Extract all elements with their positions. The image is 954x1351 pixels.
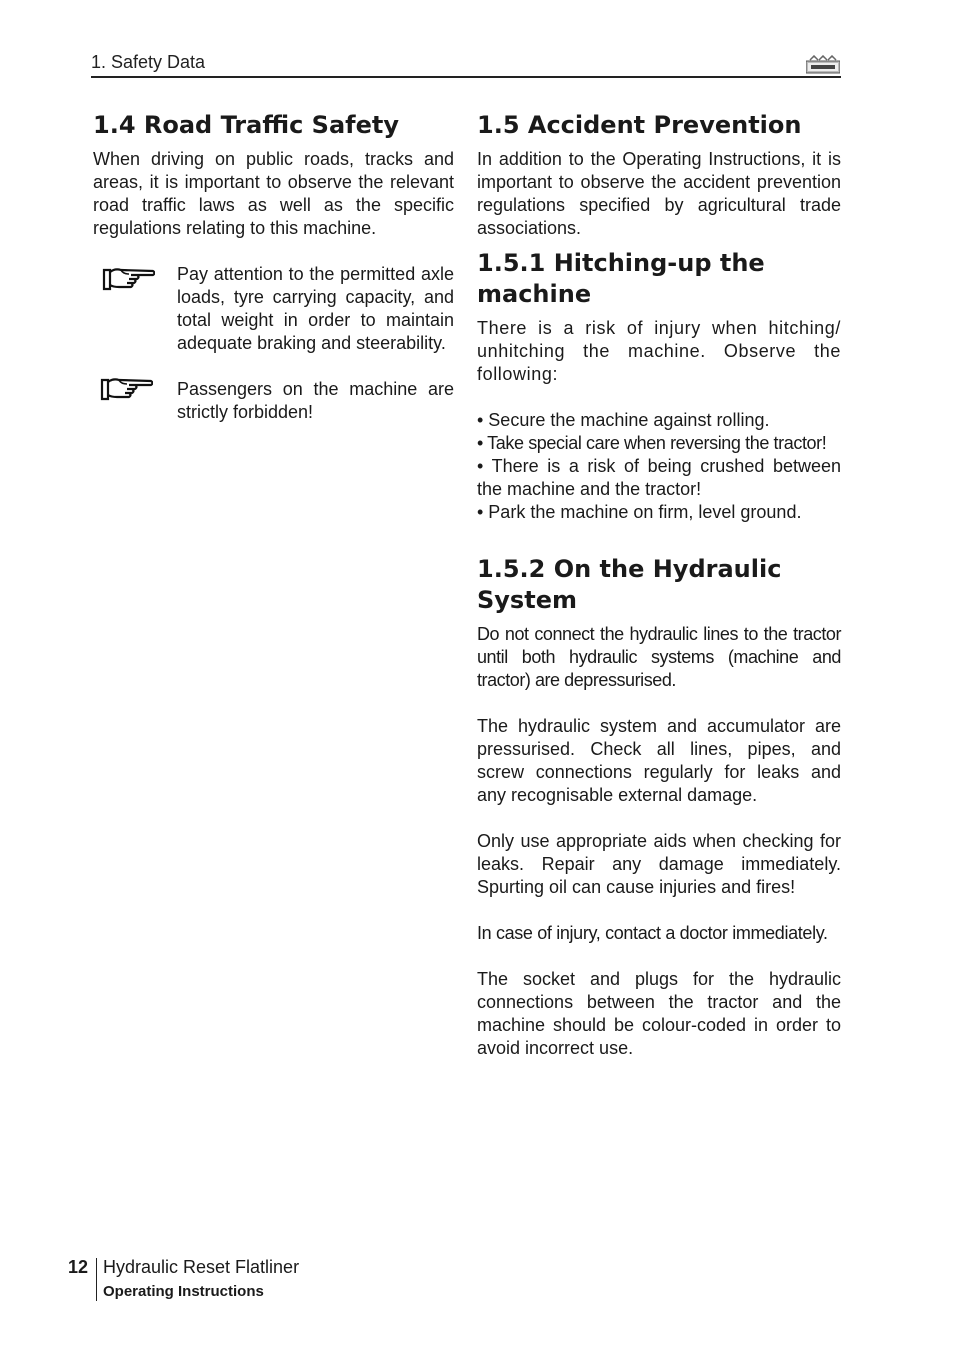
note-block	[93, 263, 454, 355]
section-paragraph: Only use appropriate aids when checking for leaks. Repair any damage immediately. Spurting oil can cause injuries and fires!	[477, 831, 841, 897]
section-heading: 1.4 Road Traffic Safety	[93, 111, 399, 139]
subsection-heading: 1.5.2 On the Hydraulic System	[477, 555, 782, 614]
note-text: Passengers on the machine are strictly forbidden!	[177, 379, 454, 422]
footer-divider	[96, 1258, 97, 1301]
subsection-heading: 1.5.1 Hitching-up the machine	[477, 249, 765, 308]
section-paragraph: Do not connect the hydraulic lines to the tractor until both hydraulic systems (machine and tractor) are depressurised.	[477, 624, 841, 690]
intro-paragraph: When driving on public roads, tracks and areas, it is important to observe the relevant road traffic laws as well as the specific regulations relating to this machine.	[93, 149, 454, 238]
list-item: • Take special care when reversing the tractor!	[477, 433, 827, 453]
section-paragraph: In case of injury, contact a doctor immediately.	[477, 923, 828, 943]
list-item: • Secure the machine against rolling.	[477, 410, 770, 430]
right-column	[477, 108, 841, 1060]
pointing-hand-icon	[101, 265, 155, 291]
simba-logo-icon	[806, 55, 840, 75]
section-paragraph: In addition to the Operating Instructions, it is important to observe the accident prevention regulations specified by agricultural trade associations.	[477, 149, 841, 238]
section-paragraph: There is a risk of injury when hitching/ unhitching the machine. Observe the following:	[477, 318, 841, 384]
bullet-list	[477, 409, 841, 524]
list-item: • Park the machine on firm, level ground.	[477, 502, 802, 522]
document-subtitle: Operating Instructions	[103, 1283, 264, 1300]
section-paragraph: The socket and plugs for the hydraulic connections between the tractor and the machine should be colour-coded in order to avoid incorrect use.	[477, 969, 841, 1058]
header-rule	[91, 76, 841, 78]
note-text: Pay attention to the permitted axle loads, tyre carrying capacity, and total weight in order to maintain adequate braking and steerability.	[177, 264, 454, 353]
left-column	[93, 108, 457, 424]
section-paragraph: The hydraulic system and accumulator are pressurised. Check all lines, pipes, and screw connections regularly for leaks and any recognisable external damage.	[477, 716, 841, 805]
note-block	[93, 378, 454, 424]
list-item: • There is a risk of being crushed between the machine and the tractor!	[477, 456, 841, 499]
section-heading: 1.5 Accident Prevention	[477, 111, 802, 139]
pointing-hand-icon	[99, 375, 153, 401]
running-header: 1. Safety Data	[91, 52, 206, 72]
document-title: Hydraulic Reset Flatliner	[103, 1257, 300, 1277]
page-number: 12	[68, 1257, 89, 1277]
